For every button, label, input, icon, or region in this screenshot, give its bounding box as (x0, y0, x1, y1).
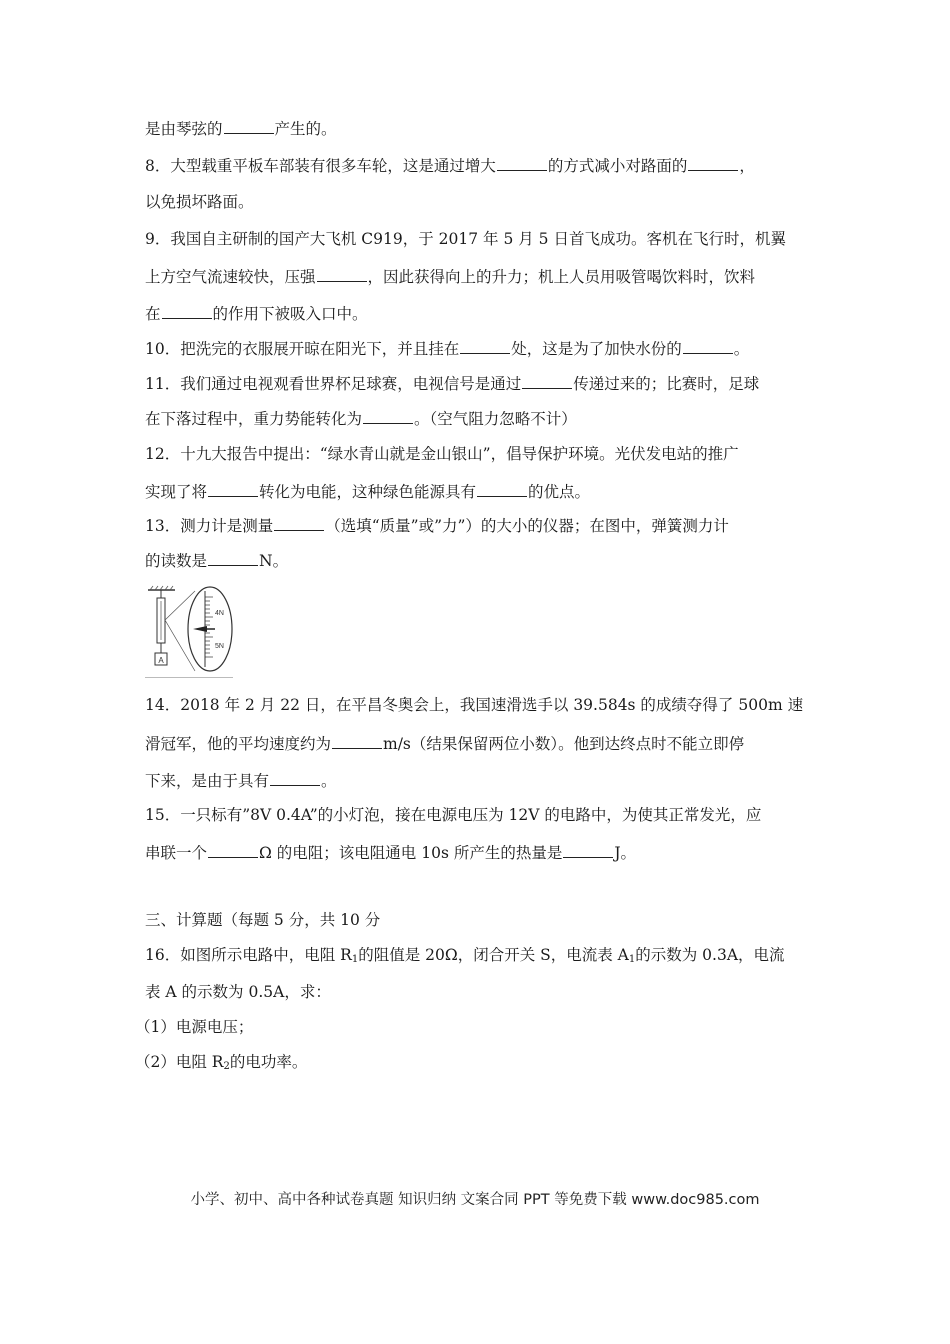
scale-label-5n: 5N (215, 643, 224, 650)
q14-line-3 (145, 770, 337, 791)
q16-line-1 (145, 945, 785, 970)
text: 传递过来的；比赛时，足球 (573, 375, 760, 393)
q16-part-1: （1）电源电压； (135, 1018, 254, 1036)
q11-line-1 (145, 373, 759, 394)
answer-blank[interactable] (208, 550, 258, 566)
answer-blank[interactable] (224, 118, 274, 134)
section-3-heading: 三、计算题（每题 5 分，共 10 分 (145, 911, 381, 929)
figure-divider (145, 677, 233, 678)
text: 实现了将 (145, 483, 208, 501)
q13-line-2 (145, 550, 288, 571)
q14-line-2 (145, 733, 744, 754)
q16-part-2 (135, 1052, 307, 1077)
text: 16．如图所示电路中，电阻 R (145, 946, 352, 964)
answer-blank[interactable] (274, 515, 324, 531)
q13-line-1 (145, 515, 729, 536)
q15-line-2 (145, 842, 636, 863)
answer-blank[interactable] (460, 338, 510, 354)
answer-blank[interactable] (363, 408, 413, 424)
text: 产生的。 (274, 120, 337, 138)
answer-blank[interactable] (683, 338, 733, 354)
text: 在下落过程中，重力势能转化为 (145, 410, 363, 428)
q8-line-1 (145, 155, 755, 176)
text: （选填“质量”或”力”）的大小的仪器；在图中，弹簧测力计 (325, 517, 729, 535)
q7-continued-line (145, 118, 337, 139)
spring-scale-diagram (145, 585, 235, 675)
text: 的作用下被吸入口中。 (212, 305, 368, 323)
text: 下来，是由于具有 (145, 772, 270, 790)
spring-scale-figure (145, 585, 235, 675)
q16-line-2: 表 A 的示数为 0.5A，求： (145, 983, 331, 1001)
answer-blank[interactable] (688, 155, 738, 171)
text: 。（空气阻力忽略不计） (414, 410, 577, 428)
text: 的优点。 (528, 483, 591, 501)
text: m/s（结果保留两位小数）。他到达终点时不能立即停 (383, 735, 745, 753)
text: 10．把洗完的衣服展开晾在阳光下，并且挂在 (145, 340, 460, 358)
q12-line-2 (145, 481, 590, 502)
q9-line-2 (145, 266, 755, 287)
q9-line-1: 9．我国自主研制的国产大飞机 C919，于 2017 年 5 月 5 日首飞成功。客机在飞行时，机翼 (145, 230, 786, 248)
subscript: 1 (628, 954, 636, 965)
text: J。 (614, 844, 637, 862)
text: 转化为电能，这种绿色能源具有 (259, 483, 477, 501)
text: 串联一个 (145, 844, 208, 862)
text: 11．我们通过电视观看世界杯足球赛，电视信号是通过 (145, 375, 522, 393)
text: 上方空气流速较快，压强 (145, 268, 316, 286)
q10-line (145, 338, 749, 359)
page-footer: 小学、初中、高中各种试卷真题 知识归纳 文案合同 PPT 等免费下载 www.doc985.com (190, 1192, 760, 1208)
text: 的电功率。 (229, 1053, 308, 1071)
q11-line-2 (145, 408, 577, 429)
text: 13．测力计是测量 (145, 517, 274, 535)
answer-blank[interactable] (162, 303, 212, 319)
text: 8．大型载重平板车部装有很多车轮，这是通过增大 (145, 157, 496, 175)
answer-blank[interactable] (477, 481, 527, 497)
weight-label: A (158, 656, 164, 665)
text: N。 (259, 552, 289, 570)
text: 在 (145, 305, 161, 323)
text: 是由琴弦的 (145, 120, 223, 138)
subscript: 2 (223, 1061, 230, 1072)
text: 的方式减小对路面的 (547, 157, 688, 175)
q12-line-1: 12．十九大报告中提出：“绿水青山就是金山银山”，倡导保护环境。光伏发电站的推广 (145, 445, 739, 463)
text: 的读数是 (145, 552, 208, 570)
q15-line-1: 15．一只标有”8V 0.4A”的小灯泡，接在电源电压为 12V 的电路中，为使其正常发光，应 (145, 806, 762, 824)
text: 的示数为 0.3A，电流 (635, 946, 785, 964)
answer-blank[interactable] (332, 733, 382, 749)
answer-blank[interactable] (522, 373, 572, 389)
q14-line-1: 14．2018 年 2 月 22 日，在平昌冬奥会上，我国速滑选手以 39.584s 的成绩夺得了 500m 速 (145, 696, 804, 714)
answer-blank[interactable] (270, 770, 320, 786)
answer-blank[interactable] (497, 155, 547, 171)
text: （2）电阻 R (135, 1053, 224, 1071)
text: 滑冠军，他的平均速度约为 (145, 735, 332, 753)
text: 。 (321, 772, 337, 790)
text: ， (739, 157, 755, 175)
answer-blank[interactable] (317, 266, 367, 282)
answer-blank[interactable] (208, 842, 258, 858)
q8-line-2: 以免损坏路面。 (145, 193, 254, 211)
q9-line-3 (145, 303, 368, 324)
answer-blank[interactable] (563, 842, 613, 858)
text: 处，这是为了加快水份的 (511, 340, 682, 358)
text: ，因此获得向上的升力；机上人员用吸管喝饮料时，饮料 (367, 268, 756, 286)
text: 。 (733, 340, 750, 358)
subscript: 1 (351, 954, 359, 965)
text: 的阻值是 20Ω，闭合开关 S，电流表 A (358, 946, 629, 964)
answer-blank[interactable] (208, 481, 258, 497)
text: Ω 的电阻；该电阻通电 10s 所产生的热量是 (259, 844, 563, 862)
scale-label-4n: 4N (215, 610, 224, 617)
